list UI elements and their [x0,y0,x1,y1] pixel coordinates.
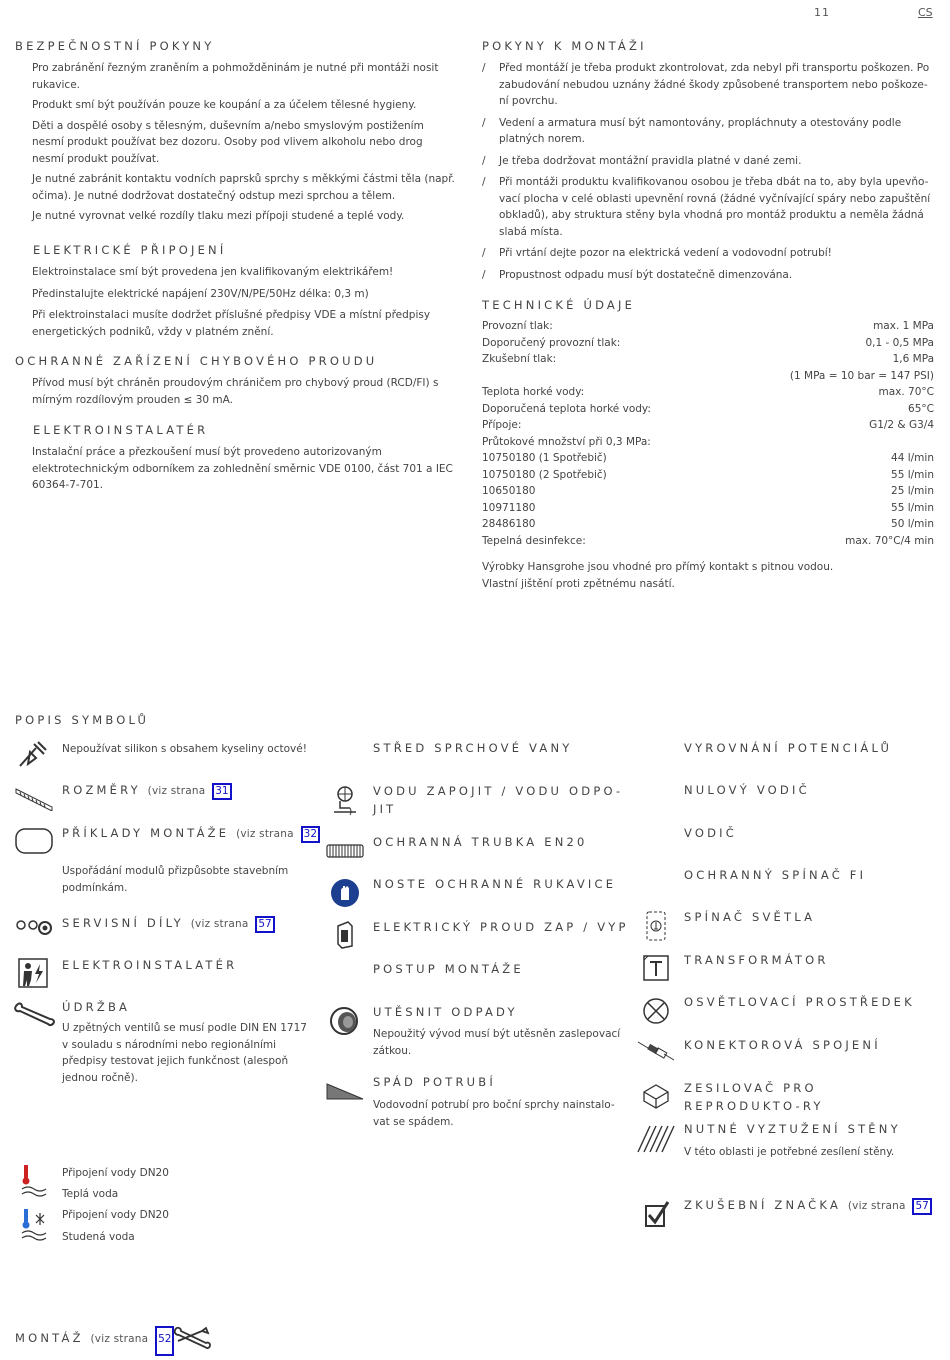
rcd-paragraph: Přívod musí být chráněn proudovým chráničem pro chybový proud (RCD/FI) s mírným rozdílovým prouden ≤ 30 mA. [32,377,439,406]
hot-water-connection: Připojení vody DN20 [62,1167,169,1179]
dimensions-label: ROZMĚRY (viz strana 31 [62,782,232,800]
safety-title: BEZPEČNOSTNÍ POKYNY [15,39,215,53]
symbols-title: POPIS SYMBOLŮ [15,713,150,727]
protective-tube-icon [326,842,364,860]
rcd-section [32,375,457,408]
list-item: / Propustnost odpadu musí být dostatečně dimenzována. [482,268,793,281]
conductor-label: VODIČ [684,826,737,840]
transformer-icon [642,954,670,982]
list-item: / Při montáži produktu kvalifikovanou osobou je třeba dbát na to, aby byla upevňo-vací plocha v celé oblasti upevnění rovná (žádné vyčnívající spáry nebo zapuštění obkladů), aby struktura stěny byla vhodná pro montáž produktu a neměla žádná slabá místa. [482,176,931,238]
equipotential-label: VYROVNÁNÍ POTENCIÁLŮ [684,741,893,755]
wall-reinforcement-icon [636,1124,676,1154]
wrench-icon [172,1325,212,1351]
lighting-label: OSVĚTLOVACÍ PROSTŘEDEK [684,995,915,1009]
wall-reinforcement-description: V této oblasti je potřebné zesílení stěny. [684,1146,895,1158]
safety-paragraph: Je nutné vyrovnat velké rozdíly tlaku mezi přípoji studené a teplé vody. [32,210,405,222]
protective-tube-label: OCHRANNÁ TRUBKA EN20 [373,835,588,849]
hot-water-icon [18,1163,48,1199]
electrical-paragraph: Elektroinstalace smí být provedena jen kvalifikovaným elektrikářem! [32,266,394,278]
service-parts-icon [14,913,54,939]
hot-water-label: Teplá voda [62,1188,119,1200]
list-item: / Při vrtání dejte pozor na elektrická vedení a vodovodní potrubí! [482,247,832,259]
table-row: Přípoje: G1/2 & G3/4 [482,419,934,431]
power-switch-icon [334,920,356,950]
table-row: 10750180 (1 Spotřebič) 44 l/min [482,452,934,464]
light-switch-icon [645,910,667,942]
cold-water-label: Studená voda [62,1231,135,1243]
wrench-icon [12,1000,56,1028]
lamp-icon [642,997,670,1025]
safety-paragraph: Děti a dospělé osoby s tělesným, duševním a/nebo smyslovým postižením nesmí produkt používat bez dozoru. Osoby pod vlivem alkoholu nebo drog nesmí produkt používat. [32,119,424,165]
water-tap-icon [328,782,362,816]
table-row: 10971180 55 l/min [482,501,934,514]
list-item: / Vedení a armatura musí být namontovány, propláchnuty a otestovány podle platných norem. [482,116,902,145]
gloves-icon [330,878,360,908]
mounting-title: POKYNY K MONTÁŽI [482,39,647,53]
seal-drains-description: Nepoužitý vývod musí být utěsněn zaslepovací zátkou. [373,1028,621,1057]
seal-drains-label: UTĚSNIT ODPADY [373,1005,518,1019]
speaker-amplifier-label: ZESILOVAČ PRO REPRODUKTO-RY [684,1081,824,1113]
page-ref-link[interactable]: 31 [212,783,231,800]
page-number: 11 [814,6,830,19]
table-row: 28486180 50 l/min [482,518,934,530]
light-switch-label: SPÍNAČ SVĚTLA [684,910,816,924]
page-ref-link[interactable]: 52 [155,1326,174,1356]
examples-description: Uspořádání modulů přizpůsobte stavebním podmínkám. [62,865,289,894]
neutral-conductor-label: NULOVÝ VODIČ [684,783,810,797]
electrical-paragraph: Předinstalujte elektrické napájení 230V/N/PE/50Hz délka: 0,3 m) [32,287,369,300]
montage-label: MONTÁŽ (viz strana 52 [15,1326,174,1356]
service-label: SERVISNÍ DÍLY (viz strana 57 [62,915,275,933]
cold-water-connection: Připojení vody DN20 [62,1209,169,1221]
technical-note: Výrobky Hansgrohe jsou vhodné pro přímý kontakt s pitnou vodou. [482,561,834,573]
page-ref-link[interactable]: 57 [255,916,274,933]
technical-title: TECHNICKÉ ÚDAJE [482,298,636,312]
electrician-symbol-label: ELEKTROINSTALATÉR [62,958,238,972]
connector-label: KONEKTOROVÁ SPOJENÍ [684,1038,881,1052]
cold-water-icon [18,1207,48,1243]
pipe-slope-label: SPÁD POTRUBÍ [373,1075,496,1089]
table-row: Tepelná desinfekce: max. 70°C/4 min [482,534,934,547]
maintenance-description: U zpětných ventilů se musí podle DIN EN 1717 v souladu s národními nebo regionálními předpisy testovat jejich funkčnost (alespoň jednou ročně). [62,1022,307,1084]
water-on-off-label: VODU ZAPOJIT / VODU ODPO-JIT [373,784,624,816]
electrical-paragraph: Při elektroinstalaci musíte dodržet příslušné předpisy VDE a místní předpisy energetických podniků, vždy v platném znění. [32,309,431,338]
page-ref-link[interactable]: 57 [912,1198,931,1215]
safety-paragraph: Produkt smí být používán pouze ke koupání a za účelem tělesné hygieny. [32,99,417,111]
technical-note: Vlastní jištění proti zpětnému nasátí. [482,577,675,590]
fi-switch-label: OCHRANNÝ SPÍNAČ FI [684,868,867,882]
table-row: Zkušební tlak: 1,6 MPa [482,353,934,365]
electrical-section [32,264,457,340]
page-ref-link[interactable]: 32 [301,826,320,843]
electrician-icon [18,958,48,988]
rounded-frame-icon [15,827,53,855]
list-item: / Před montáží je třeba produkt zkontrolovat, zda nebyl při transportu poškozen. Po zabudování nebudou uznány žádné škody způsobené transportem nebo poškoze-ní povrchu. [482,62,930,107]
mounting-list [482,60,934,288]
safety-paragraph: Je nutné zabránit kontaktu vodních paprsků sprchy s měkkými částmi těla (např. očima). Je nutné dodržovat dostatečný odstup mezi sprchou a tělem. [32,173,455,202]
technical-table [482,318,934,592]
test-mark-label: ZKUŠEBNÍ ZNAČKA (viz strana 57 [684,1197,939,1215]
table-row: Doporučený provozní tlak: 0,1 - 0,5 MPa [482,336,934,349]
silicone-warning: Nepoužívat silikon s obsahem kyseliny octové! [62,743,307,755]
connector-icon [636,1038,676,1064]
examples-label: PŘÍKLADY MONTÁŽE (viz strana 32 [62,825,322,843]
ruler-icon [14,785,54,811]
rcd-title: OCHRANNÉ ZAŘÍZENÍ CHYBOVÉHO PROUDU [15,354,378,368]
table-row: 10650180 25 l/min [482,485,934,497]
transformer-label: TRANSFORMÁTOR [684,953,829,967]
electrician-section [32,444,457,494]
safety-paragraph: Pro zabránění řezným zraněním a pohmožděninám je nutné při montáži nosit rukavice. [32,62,439,91]
wall-reinforcement-label: NUTNÉ VYZTUŽENÍ STĚNY [684,1122,901,1136]
table-row: Doporučená teplota horké vody: 65°C [482,402,934,415]
electrician-paragraph: Instalační práce a přezkoušení musí být provedeno autorizovaným elektrotechnickým odborníkem za zohlednění směrnic VDE 0100, část 701 a IEC 60364-7-701. [32,446,453,491]
procedure-label: POSTUP MONTÁŽE [373,962,524,976]
silicone-gun-icon [16,738,48,770]
amplifier-icon [642,1082,670,1110]
table-row: Teplota horké vody: max. 70°C [482,386,934,398]
electrical-title: ELEKTRICKÉ PŘIPOJENÍ [33,243,227,257]
checkbox-checked-icon [644,1200,670,1228]
shower-center-label: STŘED SPRCHOVÉ VANY [373,741,573,755]
maintenance-label: ÚDRŽBA [62,1000,131,1014]
table-row: Provozní tlak: max. 1 MPa [482,320,934,332]
electrician-title: ELEKTROINSTALATÉR [33,423,209,437]
gloves-label: NOSTE OCHRANNÉ RUKAVICE [373,877,617,891]
language-tag: CS [918,6,933,19]
table-row: 10750180 (2 Spotřebič) 55 l/min [482,468,934,481]
table-row: (1 MPa = 10 bar = 147 PSI) [789,369,934,382]
power-on-off-label: ELEKTRICKÝ PROUD ZAP / VYP [373,920,629,934]
slope-icon [326,1080,364,1102]
pipe-slope-description: Vodovodní potrubí pro boční sprchy nainstalo-vat se spádem. [373,1099,615,1128]
list-item: / Je třeba dodržovat montážní pravidla platné v dané zemi. [482,154,802,167]
drain-plug-icon [328,1005,362,1037]
safety-section [32,60,457,225]
table-row: Průtokové množství při 0,3 MPa: [482,435,651,448]
